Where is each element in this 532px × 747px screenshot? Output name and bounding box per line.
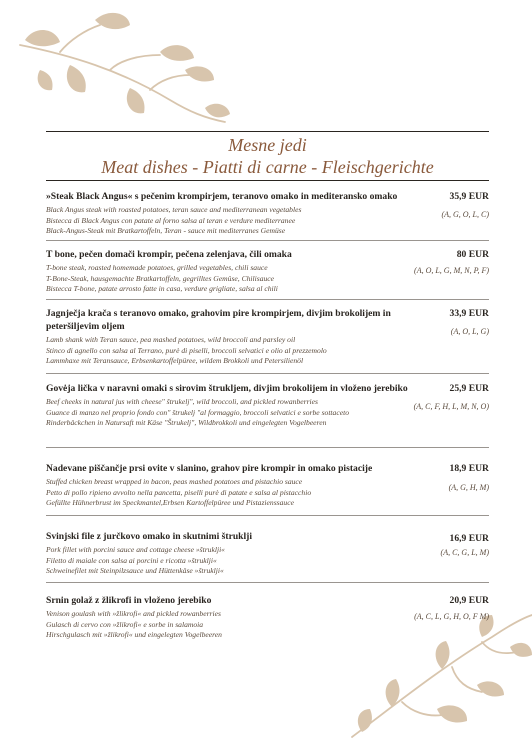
dish-desc-en: Stuffed chicken breast wrapped in bacon, peas mashed potatoes and pistachio sauce bbox=[46, 477, 303, 486]
dish-desc-de: Lammhaxe mit Teransauce, Erbsenkartoffelpüree, wildem Brokkoli und Petersilienöl bbox=[46, 356, 304, 366]
item-separator bbox=[46, 240, 489, 241]
dish-allergens: (A, O, L, G, M, N, P, F) bbox=[414, 266, 489, 275]
dish-desc-it: Filetto di maiale con salsa ai porcini e ricotta »štruklji« bbox=[46, 555, 217, 565]
dish-desc-de: Gefüllte Hühnerbrust im Speckmantel,Erbsen Kartoffelpüree und Pistazienssauce bbox=[46, 498, 294, 508]
menu-item bbox=[46, 190, 489, 237]
dish-desc-it: Bistecca T-bone, patate arrosto fatte in casa, verdure grigliate, salsa al chili bbox=[46, 284, 278, 294]
dish-desc-de: T-Bone-Steak, hausgemachte Bratkartoffeln, gegrilltes Gemüse, Chilisauce bbox=[46, 273, 275, 283]
menu-item bbox=[46, 462, 489, 509]
dish-desc-it: Petto di pollo ripieno avvolto nella pancetta, piselli purè di patate e salsa al pistacchio bbox=[46, 487, 312, 497]
dish-allergens: (A, C, G, L, M) bbox=[440, 548, 489, 557]
dish-desc-en: Black Angus steak with roasted potatoes, teran sauce and mediterranean vegetables bbox=[46, 205, 302, 214]
dish-desc-de: Schweinefilet mit Steinpilzsauce und Hüttenkäse »štruklji« bbox=[46, 566, 224, 576]
menu-item bbox=[46, 307, 489, 367]
dish-desc-it: Guance di manzo nel proprio fondo con" štrukelj "al formaggio, broccoli selvatici e sorbe sottaceto bbox=[46, 407, 349, 417]
dish-desc-en: T-bone steak, roasted homemade potatoes, grilled vegetables, chili sauce bbox=[46, 263, 268, 272]
item-separator bbox=[46, 373, 489, 374]
dish-title: Svinjski file z jurčkovo omako in skutnimi štruklji bbox=[46, 531, 253, 542]
item-separator bbox=[46, 515, 489, 516]
dish-title: Srnin golaž z žlikrofi in vloženo jerebiko bbox=[46, 595, 212, 606]
dish-price: 25,9 EUR bbox=[449, 383, 489, 394]
dish-price: 16,9 EUR bbox=[449, 533, 489, 544]
header-bottom-rule bbox=[46, 180, 489, 181]
section-title: Mesne jedi bbox=[228, 135, 307, 155]
botanical-branch-icon bbox=[0, 0, 240, 130]
dish-price: 35,9 EUR bbox=[449, 191, 489, 202]
menu-item bbox=[46, 594, 489, 641]
dish-title: T bone, pečen domači krompir, pečena zelenjava, čili omaka bbox=[46, 249, 292, 260]
dish-desc-en: Beef cheeks in natural jus with cheese" štrukelj", wild broccoli, and pickled rowanberries bbox=[46, 397, 318, 406]
dish-price: 20,9 EUR bbox=[449, 595, 489, 606]
dish-title: Jagnječja krača s teranovo omako, grahovim pire krompirjem, divjim brokolijem in peteršiljevim oljem bbox=[46, 308, 391, 332]
dish-allergens: (A, C, L, G, H, O, F M) bbox=[414, 612, 489, 621]
menu-section-header bbox=[46, 134, 489, 178]
dish-allergens: (A, G, H, M) bbox=[448, 483, 489, 492]
dish-desc-it: Gulasch di cervo con »žlikrofi« e sorbe in salamoia bbox=[46, 619, 204, 629]
dish-desc-de: Hirschgulasch mit »žlikrofi« und eingelegten Vogelbeeren bbox=[46, 630, 222, 640]
dish-price: 33,9 EUR bbox=[449, 308, 489, 319]
dish-price: 18,9 EUR bbox=[449, 463, 489, 474]
section-subtitle: Meat dishes - Piatti di carne - Fleischgerichte bbox=[101, 157, 434, 177]
menu-item bbox=[46, 248, 489, 295]
dish-desc-en: Lamb shank with Teran sauce, pea mashed potatoes, wild broccoli and parsley oil bbox=[46, 335, 296, 344]
header-top-rule bbox=[46, 131, 489, 132]
item-separator bbox=[46, 299, 489, 300]
dish-desc-de: Rinderbäckchen in Natursaft mit Käse "Štrukelj", Wildbrokkoli und eingelegten Vogelbeeren bbox=[46, 418, 327, 428]
dish-desc-en: Venison goulash with »žlikrofi« and pickled rowanberries bbox=[46, 609, 221, 618]
dish-desc-de: Black-Angus-Steak mit Bratkartoffeln, Teran - sauce mit mediterranes Gemüse bbox=[46, 226, 286, 236]
dish-allergens: (A, O, L, G) bbox=[450, 327, 489, 336]
menu-item bbox=[46, 530, 489, 577]
dish-allergens: (A, C, F, H, L, M, N, O) bbox=[413, 402, 489, 411]
item-separator bbox=[46, 447, 489, 448]
dish-desc-it: Stinco di agnello con salsa al Terrano, purè di piselli, broccoli selvatici e olio al prezzemolo bbox=[46, 345, 327, 355]
dish-desc-it: Bistecca di Black Angus con patate al forno salsa al teran e verdure mediterranee bbox=[46, 215, 296, 225]
dish-allergens: (A, G, O, L, C) bbox=[441, 210, 489, 219]
dish-title: Nadevane piščančje prsi ovite v slanino, grahov pire krompir in omako pistacije bbox=[46, 463, 373, 474]
dish-title: Govėja lička v naravni omaki s sirovim štrukljem, divjim brokolijem in vloženo jerebiko bbox=[46, 383, 408, 394]
dish-price: 80 EUR bbox=[456, 249, 489, 260]
dish-desc-en: Pork fillet with porcini sauce and cottage cheese »štruklji« bbox=[46, 545, 225, 554]
item-separator bbox=[46, 582, 489, 583]
dish-title: »Steak Black Angus« s pečenim krompirjem, teranovo omako in mediteransko omako bbox=[46, 191, 398, 202]
menu-item bbox=[46, 382, 489, 429]
